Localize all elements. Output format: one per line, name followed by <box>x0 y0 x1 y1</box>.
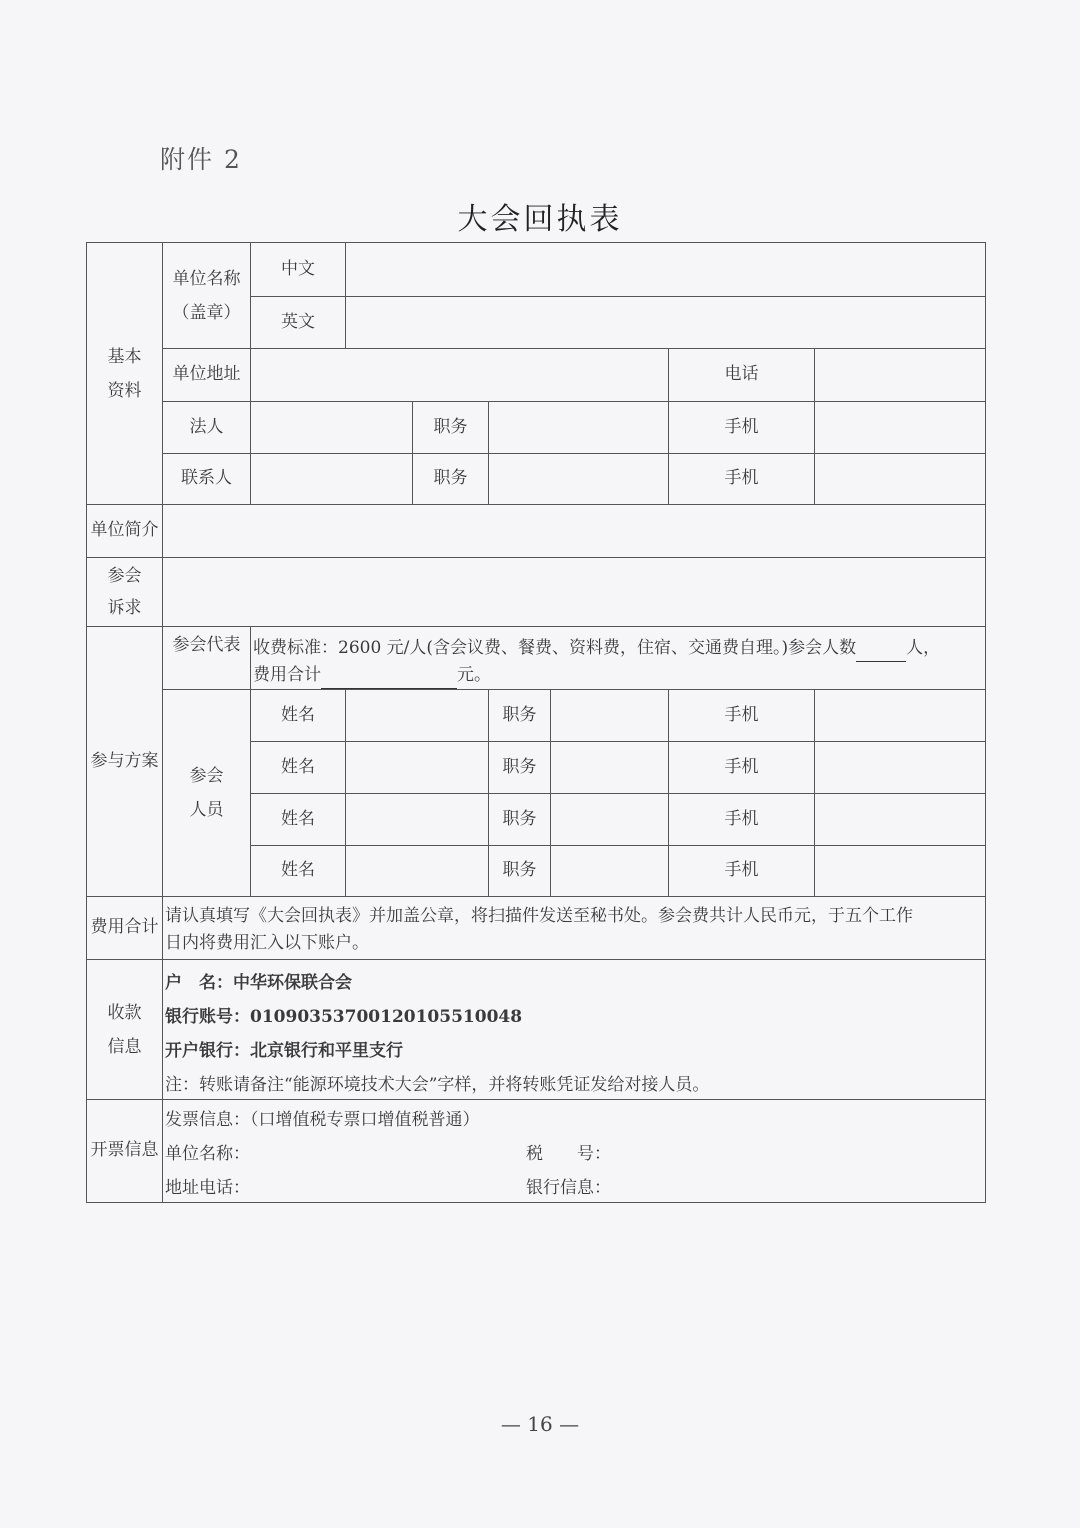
attendee-mobile-label: 手机 <box>724 704 759 725</box>
form-title: 大会回执表 <box>457 202 623 237</box>
table-border-right <box>985 242 986 1203</box>
attendee-position-label: 职务 <box>502 860 537 881</box>
attendee-name-field[interactable] <box>346 690 488 741</box>
attendee-name-label: 姓名 <box>281 756 315 777</box>
unit-name-label: 单位名称 （盖章） <box>172 268 241 323</box>
bank-name: 开户银行：北京银行和平里支行 <box>165 1041 403 1061</box>
address-label: 单位地址 <box>172 364 241 385</box>
basic-info-label: 基本资料 <box>107 346 142 401</box>
payment-info-label: 收款信息 <box>107 1002 142 1057</box>
attendee-mobile-field[interactable] <box>815 794 985 845</box>
account-name: 户 名：中华环保联合会 <box>165 973 352 993</box>
attendee-name-label: 姓名 <box>281 808 315 829</box>
attendee-mobile-field[interactable] <box>815 742 985 793</box>
legal-person-field[interactable] <box>251 402 412 453</box>
fee-standard-text: 收费标准：2600 元/人(含会议费、餐费、资料费，住宿、交通费自理。)参会人数 人， 费用合计 元。 <box>251 627 985 689</box>
english-label: 英文 <box>281 311 315 332</box>
unit-name-chinese-field[interactable] <box>346 243 985 296</box>
contact-mobile-label: 手机 <box>724 468 759 489</box>
attendee-position-label: 职务 <box>502 756 537 777</box>
phone-field[interactable] <box>815 349 985 401</box>
attendee-position-field[interactable] <box>551 846 668 896</box>
legal-mobile-field[interactable] <box>815 402 985 453</box>
invoice-tax-number: 税 号： <box>526 1144 611 1164</box>
plan-label: 参与方案 <box>90 750 159 771</box>
fee-total-blank[interactable] <box>321 671 457 689</box>
intro-label: 单位简介 <box>90 520 159 541</box>
address-field[interactable] <box>251 349 668 401</box>
legal-person-label: 法人 <box>189 416 224 437</box>
demand-field[interactable] <box>163 558 985 626</box>
legal-position-label: 职务 <box>433 416 468 437</box>
attendee-name-field[interactable] <box>346 846 488 896</box>
account-number: 银行账号：01090353700120105510048 <box>165 1007 523 1027</box>
attendee-position-field[interactable] <box>551 742 668 793</box>
attachment-label: 附件 2 <box>160 145 242 174</box>
invoice-unit-name: 单位名称： <box>165 1144 250 1164</box>
contact-field[interactable] <box>251 454 412 504</box>
attendee-mobile-label: 手机 <box>724 756 759 777</box>
contact-label: 联系人 <box>181 468 232 489</box>
chinese-label: 中文 <box>281 258 315 279</box>
attendee-mobile-label: 手机 <box>724 860 759 881</box>
contact-mobile-field[interactable] <box>815 454 985 504</box>
intro-field[interactable] <box>163 505 985 557</box>
attendee-position-field[interactable] <box>551 794 668 845</box>
attendee-mobile-field[interactable] <box>815 690 985 741</box>
attendee-name-label: 姓名 <box>281 860 315 881</box>
fee-instructions: 请认真填写《大会回执表》并加盖公章，将扫描件发送至秘书处。参会费共计人民币元，于五个工作 日内将费用汇入以下账户。 <box>165 906 913 953</box>
attendees-label: 参会人员 <box>189 766 224 820</box>
fee-total-label: 费用合计 <box>90 917 159 938</box>
attendee-name-field[interactable] <box>346 742 488 793</box>
contact-position-field[interactable] <box>489 454 668 504</box>
contact-position-label: 职务 <box>433 468 468 489</box>
attendee-position-label: 职务 <box>502 704 537 725</box>
invoice-type: 发票信息：（口增值税专票口增值税普通） <box>165 1110 480 1130</box>
invoice-bank-info: 银行信息： <box>526 1178 611 1198</box>
phone-label: 电话 <box>724 364 759 385</box>
demand-label: 参会诉求 <box>107 566 142 618</box>
delegate-label: 参会代表 <box>172 635 241 655</box>
legal-mobile-label: 手机 <box>724 416 759 437</box>
invoice-address-phone: 地址电话： <box>165 1178 250 1198</box>
attendee-mobile-field[interactable] <box>815 846 985 896</box>
legal-position-field[interactable] <box>489 402 668 453</box>
invoice-label: 开票信息 <box>90 1140 159 1161</box>
attendee-position-label: 职务 <box>502 808 537 829</box>
attendee-name-label: 姓名 <box>281 704 315 725</box>
unit-name-english-field[interactable] <box>346 297 985 348</box>
page-number: — 16 — <box>500 1412 580 1436</box>
attendee-count-blank[interactable] <box>856 644 906 662</box>
attendee-name-field[interactable] <box>346 794 488 845</box>
transfer-note: 注：转账请备注“能源环境技术大会”字样，并将转账凭证发给对接人员。 <box>165 1075 710 1095</box>
attendee-position-field[interactable] <box>551 690 668 741</box>
attendee-mobile-label: 手机 <box>724 808 759 829</box>
